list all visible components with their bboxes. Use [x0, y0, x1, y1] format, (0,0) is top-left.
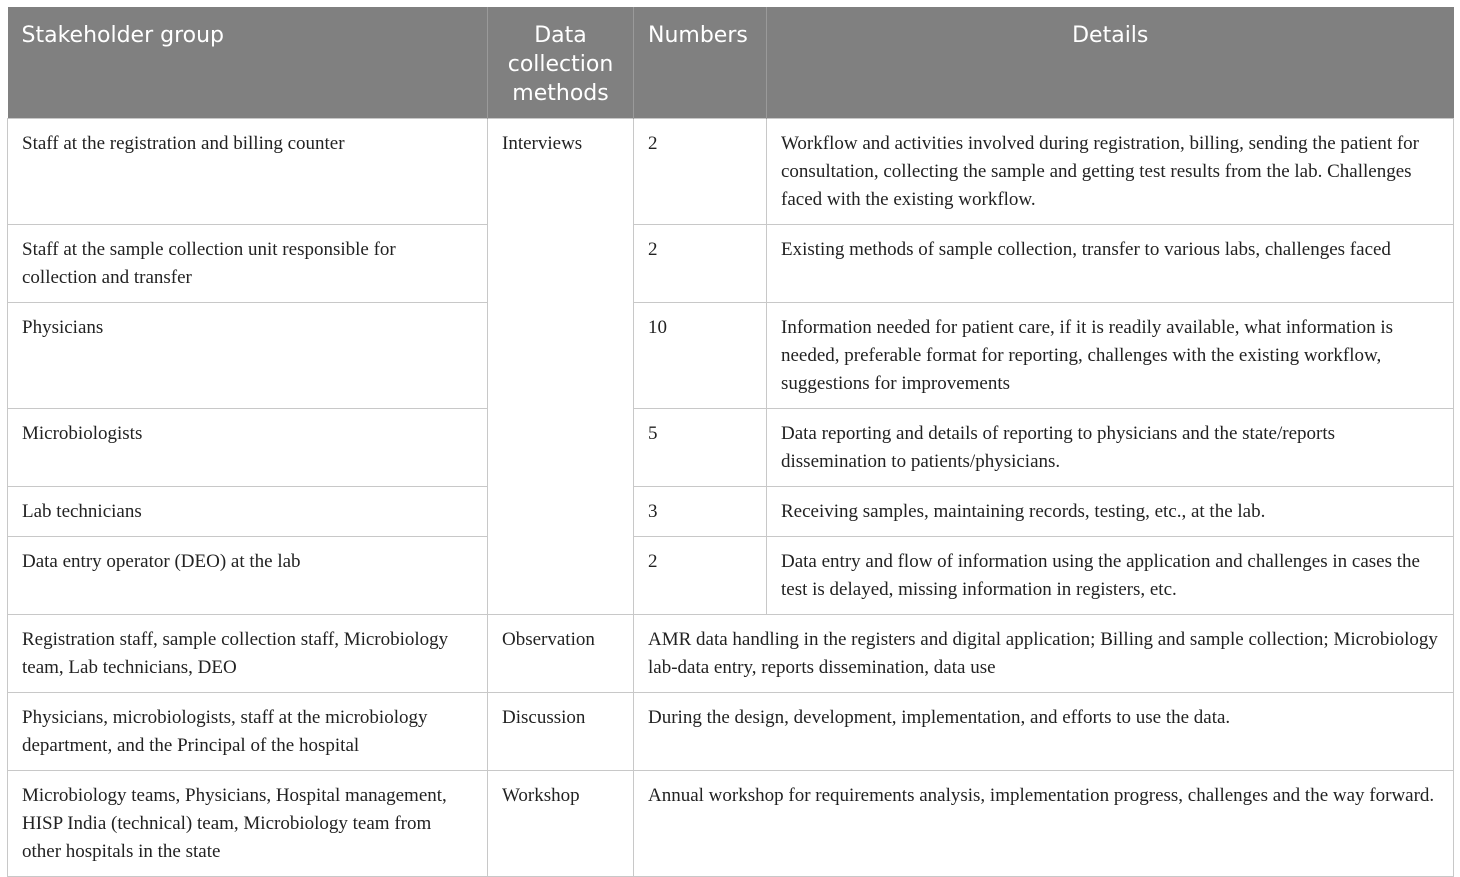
details-cell: Existing methods of sample collection, transfer to various labs, challenges faced [767, 225, 1454, 303]
table-row [8, 225, 1454, 303]
table-row [8, 693, 1454, 771]
number-cell: 3 [634, 487, 767, 537]
details-cell: AMR data handling in the registers and digital application; Billing and sample collection; Microbiology lab-data entry, reports dissemination, data use [634, 615, 1454, 693]
details-cell: Annual workshop for requirements analysis, implementation progress, challenges and the way forward. [634, 771, 1454, 877]
stakeholder-cell: Physicians [8, 303, 488, 409]
details-cell: During the design, development, implementation, and efforts to use the data. [634, 693, 1454, 771]
stakeholder-cell: Staff at the sample collection unit responsible for collection and transfer [8, 225, 488, 303]
details-cell: Data entry and flow of information using the application and challenges in cases the test is delayed, missing information in registers, etc. [767, 537, 1454, 615]
table-row [8, 119, 1454, 225]
number-cell: 2 [634, 119, 767, 225]
header-stakeholder: Stakeholder group [8, 7, 488, 119]
header-methods: Data collection methods [488, 7, 634, 119]
stakeholder-cell: Microbiologists [8, 409, 488, 487]
stakeholder-table [7, 7, 1454, 877]
number-cell: 2 [634, 225, 767, 303]
stakeholder-cell: Lab technicians [8, 487, 488, 537]
details-cell: Data reporting and details of reporting to physicians and the state/reports dissemination to patients/physicians. [767, 409, 1454, 487]
stakeholder-cell: Data entry operator (DEO) at the lab [8, 537, 488, 615]
table-row [8, 615, 1454, 693]
header-row [8, 7, 1454, 119]
table-row [8, 771, 1454, 877]
table-row [8, 487, 1454, 537]
details-cell: Receiving samples, maintaining records, testing, etc., at the lab. [767, 487, 1454, 537]
details-cell: Information needed for patient care, if it is readily available, what information is needed, preferable format for reporting, challenges with the existing workflow, suggestions for improvements [767, 303, 1454, 409]
number-cell: 10 [634, 303, 767, 409]
header-numbers: Numbers [634, 7, 767, 119]
stakeholder-cell: Physicians, microbiologists, staff at the microbiology department, and the Principal of the hospital [8, 693, 488, 771]
details-cell: Workflow and activities involved during registration, billing, sending the patient for consultation, collecting the sample and getting test results from the lab. Challenges faced with the existing workflow. [767, 119, 1454, 225]
method-cell: Workshop [488, 771, 634, 877]
method-cell: Observation [488, 615, 634, 693]
method-cell: Interviews [488, 119, 634, 615]
stakeholder-cell: Microbiology teams, Physicians, Hospital management, HISP India (technical) team, Microbiology team from other hospitals in the state [8, 771, 488, 877]
table-row [8, 303, 1454, 409]
number-cell: 5 [634, 409, 767, 487]
stakeholder-cell: Registration staff, sample collection staff, Microbiology team, Lab technicians, DEO [8, 615, 488, 693]
header-details: Details [767, 7, 1454, 119]
method-cell: Discussion [488, 693, 634, 771]
table-row [8, 537, 1454, 615]
number-cell: 2 [634, 537, 767, 615]
stakeholder-cell: Staff at the registration and billing counter [8, 119, 488, 225]
table-row [8, 409, 1454, 487]
